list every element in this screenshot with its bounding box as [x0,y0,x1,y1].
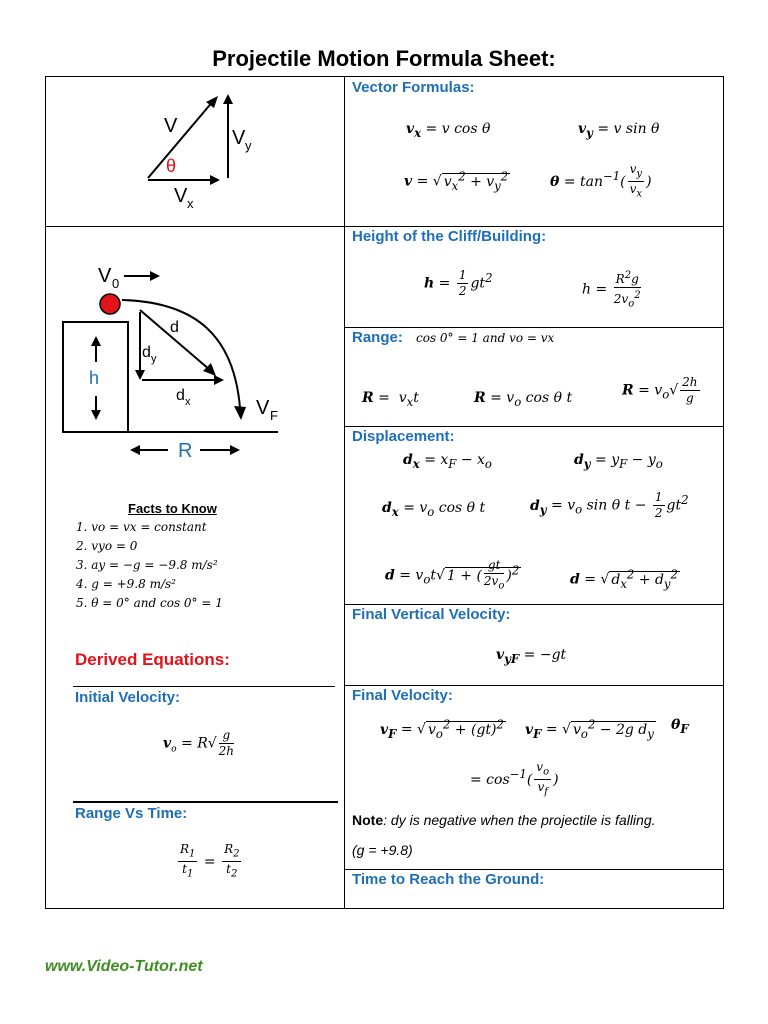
facts-list [76,520,223,615]
vy-label: V [232,127,246,149]
r-label: R [178,440,193,462]
range-heading: Range: [352,329,403,346]
range-eq-3: $R = v_o√$ $\frac{2h}{g}$ [622,375,698,405]
svg-text:y: y [245,138,252,153]
dx-eq-2: $d_x = v_o$ cos θ t [382,500,486,519]
vx-label: V [174,185,188,207]
fact-item: 1. vo = vx = constant [76,520,207,534]
height-eq-2: h = $\frac{R^2g}{2v_o^2}$ [582,270,641,310]
note-text: Note: dy is negative when the projectile is falling. [352,812,656,828]
facts-title: Facts to Know [128,501,217,516]
vf-eq-2: $v_F$ = √ $v_o^2 - 2g$ $d_y$ [525,717,654,741]
theta-label: θ [166,156,177,176]
theta-eq: $\theta = \tan^{-1}$( $\frac{v_y}{v_x}$ ) [550,162,652,200]
theta-f-eq: = $\cos^{-1}$( $\frac{v_o}{v_f}$ ) [470,760,559,798]
range-eq-2: $R = v_o$ cos θ t [474,390,573,409]
svg-text:y: y [151,353,157,365]
svg-text:x: x [185,396,191,408]
dy-eq: $d_y = y_F - y_o$ [574,452,663,471]
vf-eq-1: $v_F$ = √ $v_o^2 + (gt)^2$ [380,717,504,741]
displacement-heading: Displacement: [352,428,455,445]
note-g: (g = +9.8) [352,842,413,858]
dy-label: d [142,344,151,361]
dx-label: d [176,387,185,404]
range-time-eq: $\frac{R_1}{t_1}$ = $\frac{R_2}{t_2}$ [180,842,240,880]
fact-item: 5. θ = 0° and cos 0° = 1 [76,596,223,610]
height-eq-1: h = $\frac{1}{2}$ $gt^2$ [424,268,493,298]
svg-text:F: F [270,408,278,423]
fact-item: 2. vyo = 0 [76,539,138,553]
final-vertical-heading: Final Vertical Velocity: [352,606,511,623]
vx-eq: $v_x = v$ cos θ [406,121,491,140]
initial-velocity-eq: $v_o = R√$ $\frac{g}{2h}$ [163,728,235,758]
fact-item: 3. ay = −g = −9.8 m/s² [76,558,218,572]
vy-eq: $v_y = v$ sin θ [578,121,660,140]
cliff-diagram [56,258,296,468]
vector-formulas-heading: Vector Formulas: [352,79,475,96]
theta-f-label: $\theta_F$ [671,717,689,736]
range-eq-1: $R = v_xt$ [362,390,419,409]
fact-item: 4. g = +9.8 m/s² [76,577,176,591]
vector-diagram [140,92,270,212]
d-eq-2: d = √ $d_x^2 + d_y^2$ [570,567,678,591]
dx-eq: $d_x = x_F - x_o$ [403,452,492,471]
svg-text:x: x [187,196,194,211]
v-label: V [164,115,178,137]
height-heading: Height of the Cliff/Building: [352,228,547,245]
v-magnitude-eq: v = √ $v_x^2 + v_y^2$ [404,169,509,193]
d-eq-1: $d = v_ot√$ 1 + ( $\frac{gt}{2v_o}$ )$^2$ [385,558,520,592]
h-label: h [89,368,100,388]
v0-label: V [98,265,112,287]
dy-eq-2: $d_y = v_o$ sin θ t − $\frac{1}{2}$ $gt^2$ [530,490,689,520]
final-velocity-heading: Final Velocity: [352,687,453,704]
d-label: d [170,319,179,336]
range-time-heading: Range Vs Time: [75,805,188,822]
vf-label: V [256,397,270,419]
vyf-eq: $v_{yF} = -gt$ [496,647,567,666]
initial-velocity-heading: Initial Velocity: [75,689,181,706]
svg-text:0: 0 [112,276,120,291]
time-ground-heading: Time to Reach the Ground: [352,871,545,888]
derived-equations-heading: Derived Equations: [75,650,230,669]
page-title: Projectile Motion Formula Sheet: [212,46,556,71]
range-note: cos 0° = 1 and vo = vx [416,331,555,345]
footer-link[interactable]: www.Video-Tutor.net [45,958,203,975]
